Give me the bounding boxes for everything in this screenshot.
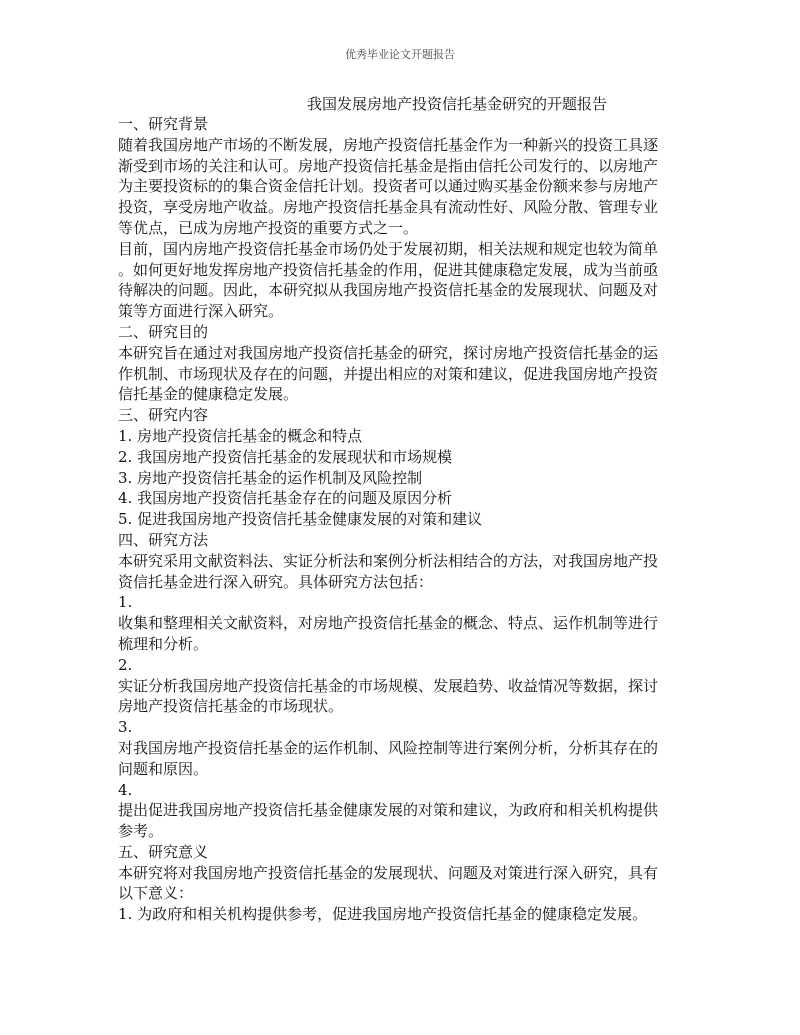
text-line: 作机制、市场现状及存在的问题，并提出相应的对策和建议，促进我国房地产投资 xyxy=(118,364,659,383)
text-line: 3. xyxy=(118,718,133,737)
page-header: 优秀毕业论文开题报告 xyxy=(345,48,455,61)
text-line: 信托基金的健康稳定发展。 xyxy=(118,385,299,404)
text-line: 本研究采用文献资料法、实证分析法和案例分析法相结合的方法，对我国房地产投 xyxy=(118,551,659,570)
text-line: 策等方面进行深入研究。 xyxy=(118,302,284,321)
text-line: 2. 我国房地产投资信托基金的发展现状和市场规模 xyxy=(118,447,453,466)
text-line: 1. 房地产投资信托基金的概念和特点 xyxy=(118,426,363,445)
text-line: 2. xyxy=(118,655,133,674)
text-line: 4. 我国房地产投资信托基金存在的问题及原因分析 xyxy=(118,489,453,508)
text-line: 。如何更好地发挥房地产投资信托基金的作用，促进其健康稳定发展，成为当前亟 xyxy=(118,260,659,279)
text-line: 投资，享受房地产收益。房地产投资信托基金具有流动性好、风险分散、管理专业 xyxy=(118,198,659,217)
text-line: 问题和原因。 xyxy=(118,759,209,778)
text-line: 四、研究方法 xyxy=(118,530,209,549)
text-line: 资信托基金进行深入研究。具体研究方法包括： xyxy=(118,572,434,591)
text-line: 五、研究意义 xyxy=(118,842,209,861)
text-line: 1. 为政府和相关机构提供参考，促进我国房地产投资信托基金的健康稳定发展。 xyxy=(118,905,648,924)
text-line: 对我国房地产投资信托基金的运作机制、风险控制等进行案例分析，分析其存在的 xyxy=(118,738,659,757)
text-line: 收集和整理相关文献资料，对房地产投资信托基金的概念、特点、运作机制等进行 xyxy=(118,614,659,633)
text-line: 5. 促进我国房地产投资信托基金健康发展的对策和建议 xyxy=(118,510,483,529)
text-line: 本研究将对我国房地产投资信托基金的发展现状、问题及对策进行深入研究，具有 xyxy=(118,863,659,882)
text-line: 渐受到市场的关注和认可。房地产投资信托基金是指由信托公司发行的、以房地产 xyxy=(118,156,659,175)
text-line: 待解决的问题。因此，本研究拟从我国房地产投资信托基金的发展现状、问题及对 xyxy=(118,281,659,300)
text-line: 二、研究目的 xyxy=(118,322,209,341)
text-line: 本研究旨在通过对我国房地产投资信托基金的研究，探讨房地产投资信托基金的运 xyxy=(118,343,659,362)
document-body xyxy=(118,114,688,925)
text-line: 提出促进我国房地产投资信托基金健康发展的对策和建议，为政府和相关机构提供 xyxy=(118,801,659,820)
text-line: 等优点，已成为房地产投资的重要方式之一。 xyxy=(118,218,419,237)
text-line: 房地产投资信托基金的市场现状。 xyxy=(118,697,344,716)
text-line: 为主要投资标的的集合资金信托计划。投资者可以通过购买基金份额来参与房地产 xyxy=(118,177,659,196)
text-line: 随着我国房地产市场的不断发展，房地产投资信托基金作为一种新兴的投资工具逐 xyxy=(118,135,659,154)
text-line: 三、研究内容 xyxy=(118,406,209,425)
text-line: 目前，国内房地产投资信托基金市场仍处于发展初期，相关法规和规定也较为简单 xyxy=(118,239,659,258)
text-line: 以下意义： xyxy=(118,884,194,903)
text-line: 梳理和分析。 xyxy=(118,634,209,653)
text-line: 一、研究背景 xyxy=(118,115,209,133)
text-line: 实证分析我国房地产投资信托基金的市场规模、发展趋势、收益情况等数据，探讨 xyxy=(118,676,659,695)
text-line: 4. xyxy=(118,780,133,799)
text-line: 1. xyxy=(118,593,133,612)
text-line: 参考。 xyxy=(118,822,164,841)
text-line: 3. 房地产投资信托基金的运作机制及风险控制 xyxy=(118,468,423,487)
document-title: 我国发展房地产投资信托基金研究的开题报告 xyxy=(307,95,608,113)
